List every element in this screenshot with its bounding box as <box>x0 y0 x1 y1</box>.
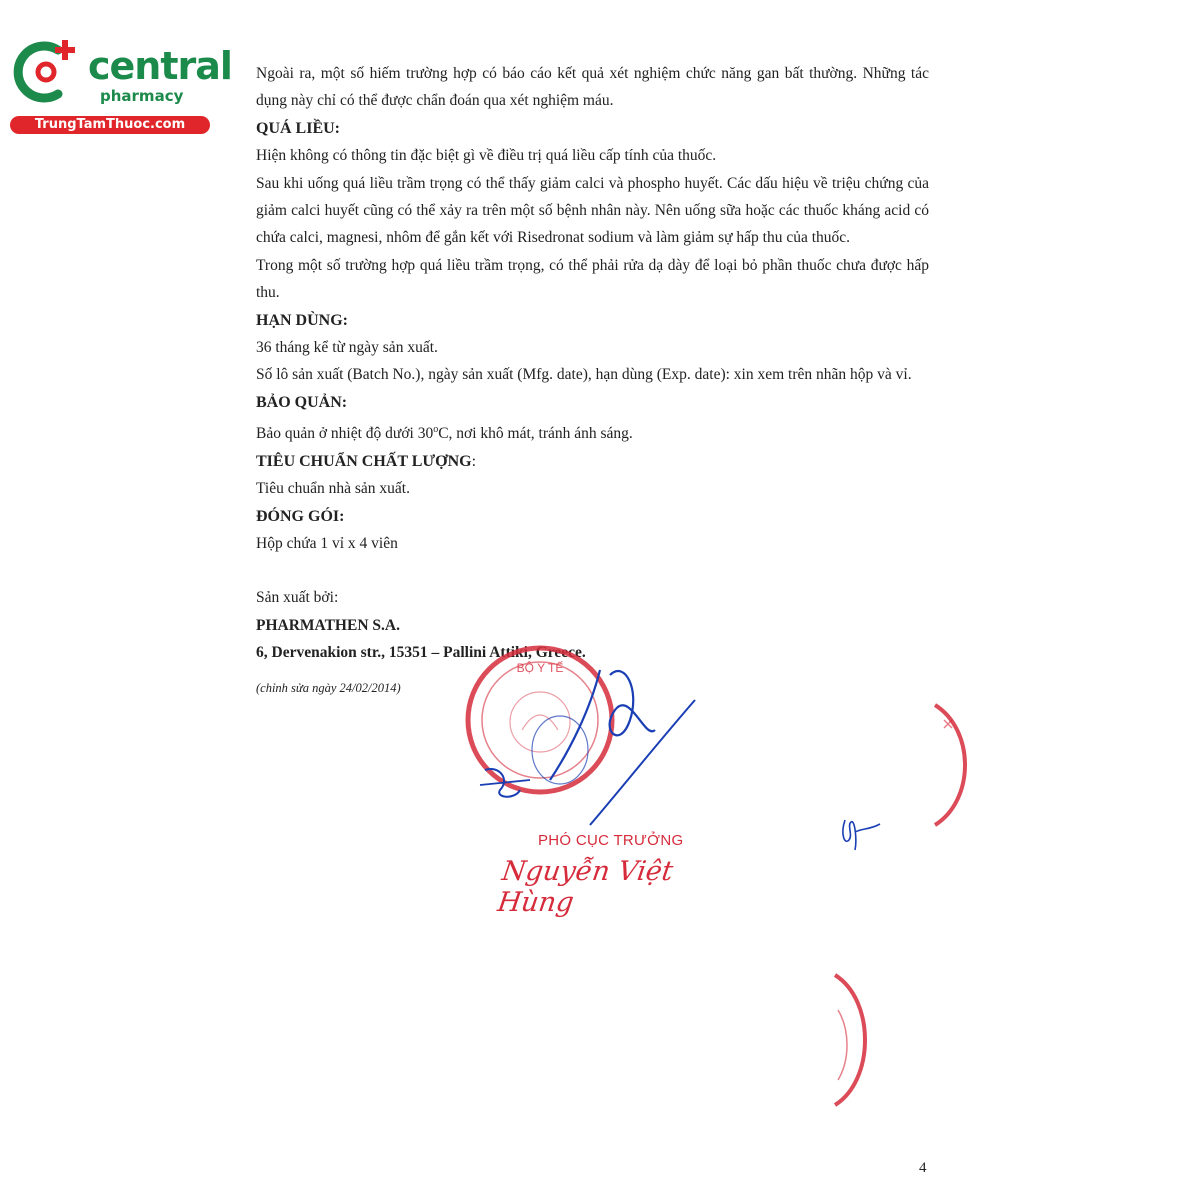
pharmacy-logo <box>10 36 232 136</box>
quality-heading-colon: : <box>471 452 477 470</box>
revision-note: (chỉnh sửa ngày 24/02/2014) <box>256 680 401 695</box>
logo-brand-text: central <box>88 44 232 88</box>
page-number: 4 <box>919 1160 927 1176</box>
seal-icon <box>440 630 740 830</box>
overdose-paragraph-3: Trong một số trường hợp quá liều trầm trọng, có thể phải rửa dạ dày để loại bỏ phần thuốc chưa được hấp thu. <box>256 256 929 302</box>
intro-paragraph: Ngoài ra, một số hiếm trường hợp có báo cáo kết quả xét nghiệm chức năng gan bất thường. Những tác dụng này chỉ có thể được chẩn đoán qua xét nghiệm máu. <box>256 65 929 110</box>
manufacturer-label: Sản xuất bởi: <box>256 589 339 607</box>
overdose-heading: QUÁ LIỀU: <box>256 119 341 137</box>
overdose-paragraph-2: Sau khi uống quá liều trầm trọng có thể thấy giảm calci và phospho huyết. Các dấu hiệu về triệu chứng của giảm calci huyết cũng có thể xảy ra trên một số bệnh nhân này. Nên uống sữa hoặc các thuốc kháng acid có chứa calci, magnesi, nhôm để gắn kết với Risedronat sodium và làm giảm sự hấp thu của thuốc. <box>256 174 929 247</box>
logo-site-link[interactable]: TrungTamThuoc.com <box>10 116 210 134</box>
storage-text-after: C, nơi khô mát, tránh ánh sáng. <box>438 425 633 443</box>
spacer <box>256 557 929 584</box>
logo-sub-text: pharmacy <box>100 87 184 105</box>
shelf-life-paragraph-1: 36 tháng kể từ ngày sản xuất. <box>256 339 438 357</box>
packing-heading: ĐÓNG GÓI: <box>256 507 345 525</box>
partial-seal-lower-icon <box>830 970 880 1110</box>
partial-seal-icon <box>930 700 980 830</box>
seal-text: BỘ Y TẾ <box>516 661 564 675</box>
degree-sup: o <box>433 424 439 436</box>
manufacturer-name: PHARMATHEN S.A. <box>256 616 400 634</box>
official-stamp <box>440 630 740 918</box>
quality-heading <box>256 448 929 475</box>
packing-paragraph: Hộp chứa 1 vỉ x 4 viên <box>256 535 398 553</box>
shelf-life-paragraph-2: Số lô sản xuất (Batch No.), ngày sản xuất (Mfg. date), hạn dùng (Exp. date): xin xem trên nhãn hộp và vỉ. <box>256 366 912 384</box>
storage-paragraph <box>256 416 929 448</box>
signer-name: Nguyễn Việt Hùng <box>495 856 675 918</box>
overdose-paragraph-1: Hiện không có thông tin đặc biệt gì về điều trị quá liều cấp tính của thuốc. <box>256 147 717 165</box>
document-body <box>256 60 929 702</box>
storage-heading: BẢO QUẢN: <box>256 393 348 411</box>
storage-text-before: Bảo quản ở nhiệt độ dưới 30 <box>256 425 434 443</box>
quality-heading-text: TIÊU CHUẨN CHẤT LƯỢNG <box>256 452 472 470</box>
quality-paragraph: Tiêu chuẩn nhà sản xuất. <box>256 480 410 498</box>
manufacturer-address: 6, Dervenakion str., 15351 – Pallini Attiki, Greece. <box>256 644 586 662</box>
signer-title: PHÓ CỤC TRƯỞNG <box>538 832 684 849</box>
shelf-life-heading: HẠN DÙNG: <box>256 311 348 329</box>
initials-icon <box>835 810 885 860</box>
logo-mark-icon <box>10 36 90 106</box>
